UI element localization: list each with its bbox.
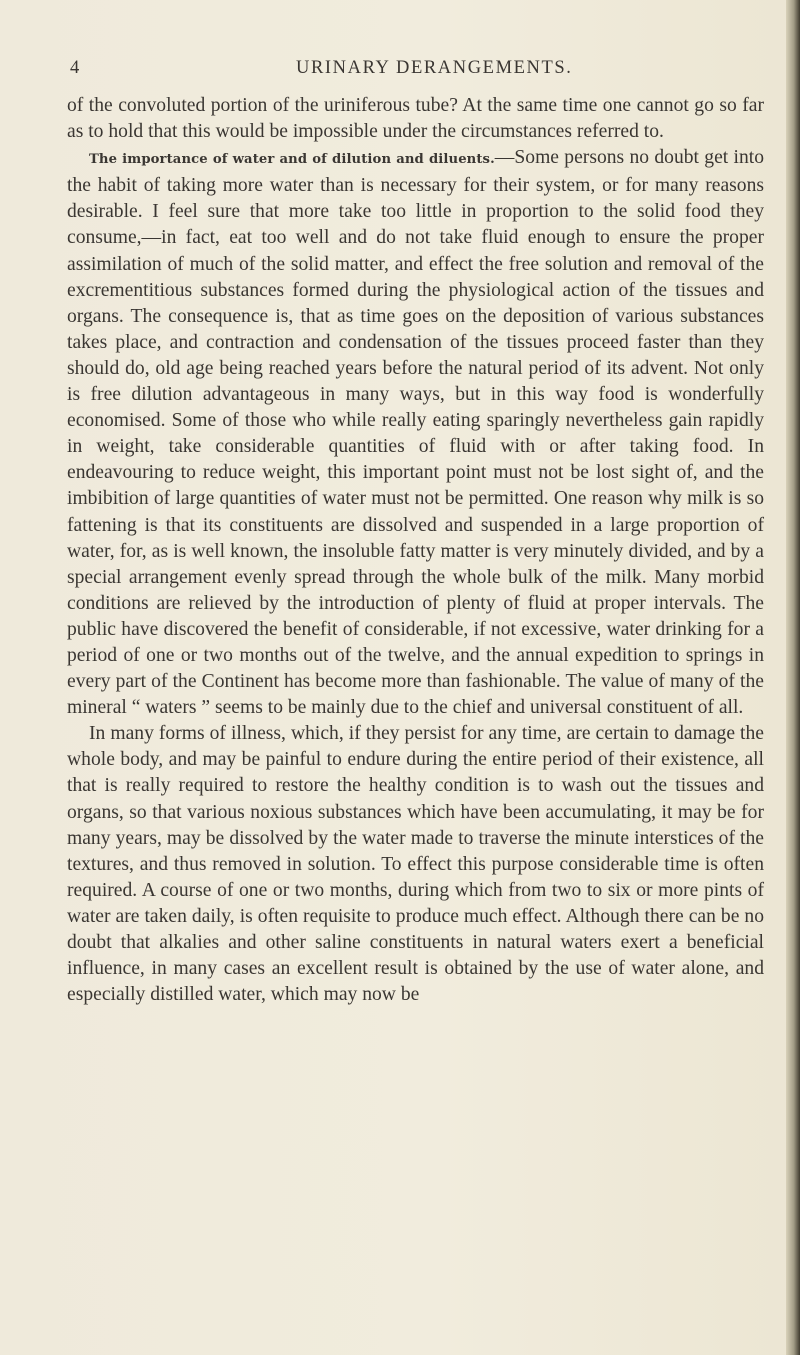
running-header bbox=[70, 58, 760, 84]
section-side-heading: The importance of water and of dilution and diluents. bbox=[89, 152, 495, 168]
paragraph-3 bbox=[67, 721, 764, 1008]
paragraph-1 bbox=[67, 93, 764, 145]
page-number: 4 bbox=[70, 58, 81, 78]
paragraph-1-text: of the convoluted portion of the uriniferous tube? At the same time one cannot go so far as to hold that this would be impossible under the circumstances referred to. bbox=[67, 95, 764, 143]
body-text bbox=[67, 93, 764, 1008]
paragraph-2-text: —Some persons no doubt get into the habit of taking more water than is necessary for their system, or for many reasons desirable. I feel sure that more take too little in proportion to the solid food they consume,—in fact, eat too well and do not take fluid enough to ensure the proper assimilation of much of the solid matter, and effect the free solution and removal of the excrementitious substances formed during the physiological action of the tissues and organs. The consequence is, that as time goes on the deposition of various substances takes place, and contraction and condensation of the tissues proceed faster than they should do, old age being reached years before the natural period of its advent. Not only is free dilution advantageous in many ways, but in this way food is wonderfully economised. Some of those who while really eating sparingly nevertheless gain rapidly in weight, take considerable quantities of fluid with or after taking food. In endeavouring to reduce weight, this important point must not be lost sight of, and the imbibition of large quantities of water must not be permitted. One reason why milk is so fattening is that its constituents are dissolved and suspended in a large proportion of water, for, as is well known, the insoluble fatty matter is very minutely divided, and by a special arrangement evenly spread through the whole bulk of the milk. Many morbid conditions are relieved by the introduction of plenty of fluid at proper intervals. The public have discovered the benefit of considerable, if not excessive, water drinking for a period of one or two months out of the twelve, and the annual expedition to springs in every part of the Continent has become more than fashionable. The value of many of the mineral “ waters ” seems to be mainly due to the chief and universal constituent of all. bbox=[67, 147, 764, 719]
running-title: URINARY DERANGEMENTS. bbox=[296, 58, 573, 78]
page-edge-shadow bbox=[786, 0, 800, 1355]
paragraph-2 bbox=[67, 145, 764, 721]
paragraph-3-text: In many forms of illness, which, if they persist for any time, are certain to damage the whole body, and may be painful to endure during the entire period of their existence, all that is really required to restore the healthy condition is to wash out the tissues and organs, so that various noxious substances which have been accumulating, it may be for many years, may be dissolved by the water made to traverse the minute interstices of the textures, and thus removed in solution. To effect this purpose considerable time is often required. A course of one or two months, during which from two to six or more pints of water are taken daily, is often requisite to produce much effect. Although there can be no doubt that alkalies and other saline constituents in natural waters exert a beneficial influence, in many cases an excellent result is obtained by the use of water alone, and especially distilled water, which may now be bbox=[67, 723, 764, 1006]
